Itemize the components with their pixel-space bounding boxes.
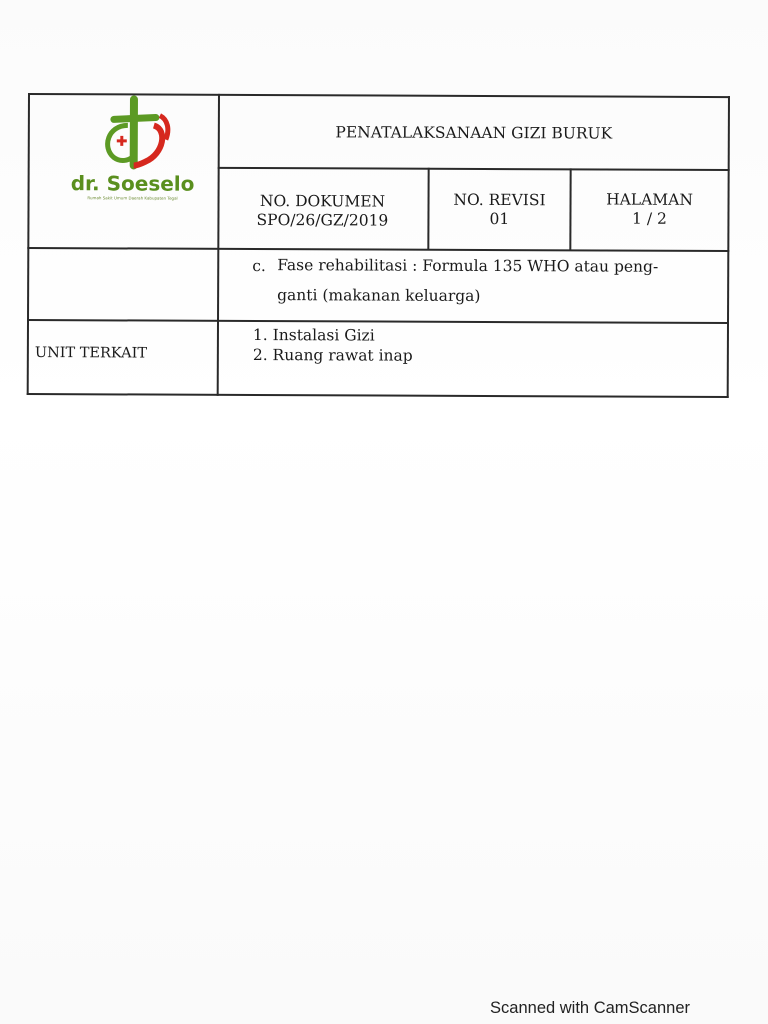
title-divider (218, 167, 730, 171)
item-line-1: Fase rehabilitasi : Formula 135 WHO atau peng- (277, 256, 659, 276)
halaman-label: HALAMAN (606, 190, 693, 209)
logo-subtitle: Rumah Sakit Umum Daerah Kabupaten Tegal (87, 195, 178, 201)
logo-name: dr. Soeselo (70, 171, 195, 196)
table-border-bottom (27, 393, 729, 398)
unit-divider (27, 319, 729, 324)
table-border-left (27, 93, 30, 395)
sop-table (27, 93, 730, 398)
revisi-value: 01 (489, 210, 510, 229)
logo-mark-icon (68, 95, 198, 176)
dokumen-label: NO. DOKUMEN (259, 192, 386, 211)
hospital-logo (67, 95, 198, 211)
item-marker: c. (252, 256, 266, 276)
scanner-watermark: Scanned with CamScanner (490, 999, 690, 1017)
dokumen-value: SPO/26/GZ/2019 (256, 210, 389, 230)
revisi-label: NO. REVISI (453, 190, 546, 210)
item-line-2: ganti (makanan keluarga) (277, 286, 481, 305)
unit-item-2: 2. Ruang rawat inap (252, 345, 413, 365)
header-divider (27, 247, 729, 252)
halaman-value: 1 / 2 (632, 209, 667, 228)
document-title: PENATALAKSANAAN GIZI BURUK (335, 123, 613, 143)
unit-label: UNIT TERKAIT (34, 345, 148, 362)
unit-item-1: 1. Instalasi Gizi (252, 325, 375, 345)
